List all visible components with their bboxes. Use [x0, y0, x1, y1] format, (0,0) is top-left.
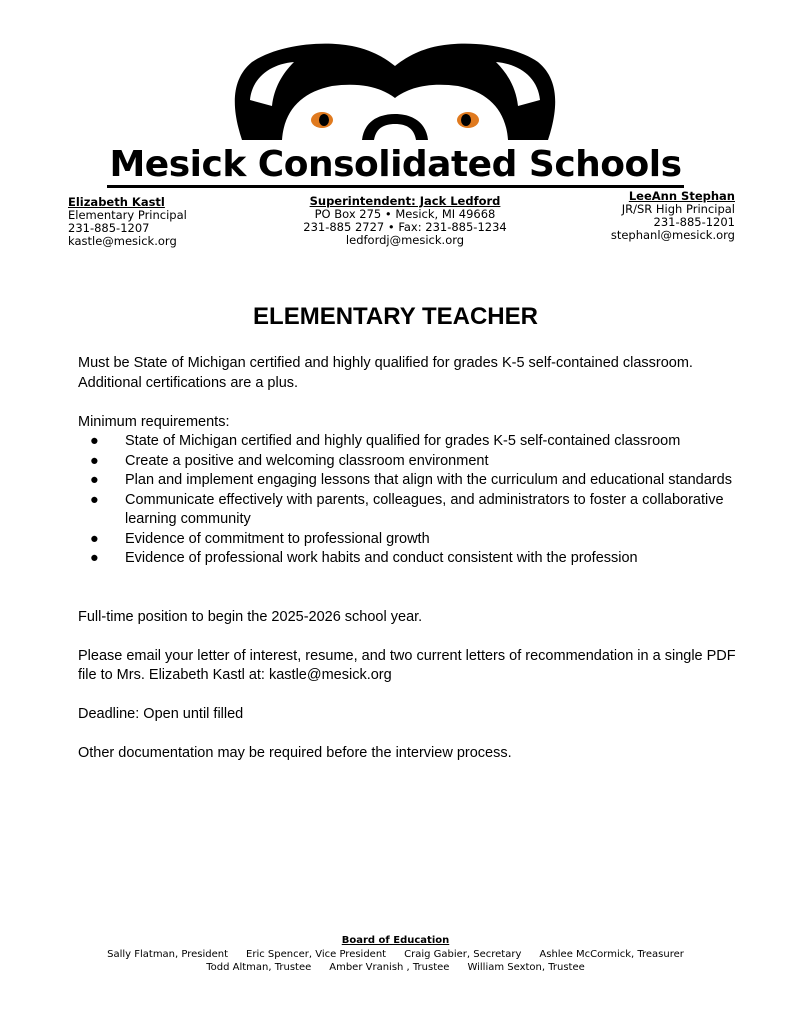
contact-phone-fax: 231-885 2727 • Fax: 231-885-1234 — [303, 220, 507, 234]
bullet-icon: ● — [90, 433, 99, 449]
position-type: Full-time position to begin the 2025-2026 school year. — [78, 608, 423, 625]
bullet-icon: ● — [90, 530, 99, 547]
bullet-icon: ● — [90, 491, 99, 508]
high-school-principal-contact — [611, 190, 735, 242]
board-member: William Sexton, Trustee — [467, 962, 585, 973]
requirement-item — [78, 530, 738, 550]
school-name: Mesick Consolidated Schools — [0, 143, 791, 187]
bullet-icon: ● — [90, 472, 99, 488]
board-member: Sally Flatman, President — [107, 948, 229, 960]
job-title: ELEMENTARY TEACHER — [253, 303, 538, 330]
requirement-item — [78, 491, 738, 530]
requirements-list — [78, 432, 738, 569]
board-heading: Board of Education — [341, 935, 450, 946]
requirement-item — [78, 549, 738, 569]
contact-name: Elizabeth Kastl — [68, 195, 165, 209]
board-member: Amber Vranish , Trustee — [329, 962, 450, 973]
board-row-1 — [0, 948, 791, 962]
board-of-education — [0, 934, 791, 975]
requirement-item — [78, 432, 738, 452]
intro-paragraph: Must be State of Michigan certified and highly qualified for grades K-5 self-contained classroom. Additional certifications are a plus. — [78, 355, 693, 391]
requirement-text: Evidence of commitment to professional growth — [125, 530, 430, 547]
requirement-text: State of Michigan certified and highly qualified for grades K-5 self-contained classroom — [125, 433, 681, 449]
board-member: Ashlee McCormick, Treasurer — [539, 948, 684, 960]
posting-body — [78, 354, 738, 764]
requirement-item — [78, 471, 738, 491]
board-member: Craig Gabier, Secretary — [404, 948, 522, 960]
bulldog-logo — [222, 40, 568, 140]
application-instructions: Please email your letter of interest, resume, and two current letters of recommendation in a single PDF file to Mrs. Elizabeth Kastl at: kastle@mesick.org — [78, 647, 736, 683]
bullet-icon: ● — [90, 452, 99, 469]
bullet-icon: ● — [90, 550, 99, 566]
contact-title: JR/SR High Principal — [621, 202, 735, 216]
contact-phone: 231-885-1207 — [68, 221, 150, 235]
requirements-heading: Minimum requirements: — [78, 413, 230, 430]
contact-phone: 231-885-1201 — [653, 215, 735, 229]
board-member: Todd Altman, Trustee — [206, 962, 312, 973]
contact-email: kastle@mesick.org — [68, 234, 177, 248]
requirement-text: Create a positive and welcoming classroom environment — [125, 452, 489, 469]
contact-address: PO Box 275 • Mesick, MI 49668 — [314, 207, 496, 221]
requirement-item — [78, 452, 738, 472]
contact-email: ledfordj@mesick.org — [345, 233, 465, 247]
deadline: Deadline: Open until filled — [78, 706, 244, 722]
other-documentation: Other documentation may be required before the interview process. — [78, 745, 512, 761]
contact-title: Elementary Principal — [68, 208, 187, 222]
board-row-2 — [0, 961, 791, 975]
elementary-principal-contact — [68, 196, 187, 248]
contact-name: LeeAnn Stephan — [628, 189, 735, 203]
requirement-text: Plan and implement engaging lessons that align with the curriculum and educational standards — [125, 472, 732, 488]
requirement-text: Evidence of professional work habits and conduct consistent with the profession — [125, 550, 638, 566]
contact-email: stephanl@mesick.org — [610, 228, 735, 242]
superintendent-contact — [290, 195, 520, 247]
requirement-text: Communicate effectively with parents, colleagues, and administrators to foster a collaborative learning community — [125, 491, 724, 527]
board-member: Eric Spencer, Vice President — [246, 948, 387, 960]
contact-name: Superintendent: Jack Ledford — [309, 194, 501, 208]
